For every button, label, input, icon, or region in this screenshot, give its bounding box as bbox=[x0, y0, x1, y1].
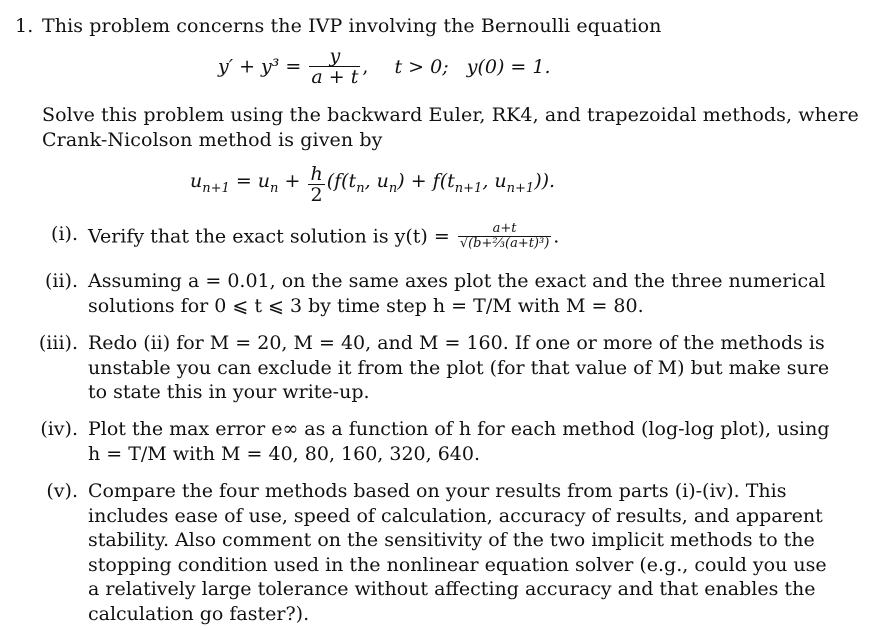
solve-line-1: Solve this problem using the backward Euler, RK4, and trapezoidal methods, where bbox=[42, 104, 859, 126]
item-label-ii: (ii). bbox=[44, 270, 78, 292]
crank-nicolson-formula: $u_{n+1} = u_n$ + $\frac{h}{2}$ ($f(t_n$, $u_n) + f(t_{n+1}$, $u_{n+1}$)). bbox=[190, 163, 556, 206]
item-v-body: Compare the four methods based on your results from parts (i)-(iv). This includes ease of use, speed of calculation, accuracy of results, and apparent stability. Also comment on the sensitivity of the two implicit methods to the stopping condition used in the nonlinear equation solver (e.g., could you use a relatively large tolerance without affecting accuracy and that enables the calculation go faster?). bbox=[88, 480, 827, 625]
item-ii-body: Assuming a = 0.01, on the same axes plot the exact and the three numerical solutions for 0 ⩽ t ⩽ 3 by time step h = T/M with M = 80. bbox=[88, 270, 826, 317]
ivp-frac-den: a + t bbox=[311, 66, 359, 88]
problem-number: 1. bbox=[15, 15, 34, 37]
item-iii-body: Redo (ii) for M = 20, M = 40, and M = 160. If one or more of the methods is unstable you can exclude it from the plot (for that value of M) but make sure to state this in your write-up. bbox=[88, 332, 830, 403]
item-label-v: (v). bbox=[46, 480, 78, 502]
cn-fraction: $\frac{h}{2}$ bbox=[310, 163, 323, 206]
ivp-fraction bbox=[309, 46, 360, 87]
ivp-frac-num: y bbox=[309, 46, 360, 67]
item-i-body: Verify that the exact solution is y(t) = $\frac{a+t}{\text{√(b+⅔(a+t)³)}}$ . bbox=[88, 221, 560, 251]
solve-line-2: Crank-Nicolson method is given by bbox=[42, 129, 383, 151]
item-label-iii: (iii). bbox=[38, 332, 78, 354]
item-label-i: (i). bbox=[51, 223, 78, 245]
item-label-iv: (iv). bbox=[40, 418, 78, 440]
ivp-equation bbox=[218, 46, 551, 87]
problem-intro: This problem concerns the IVP involving the Bernoulli equation bbox=[42, 15, 662, 37]
item-iv-body: Plot the max error e∞ as a function of h for each method (log-log plot), using h = T/M with M = 40, 80, 160, 320, 640. bbox=[88, 418, 830, 465]
ivp-condition: t > 0; y(0) = 1. bbox=[394, 55, 551, 78]
item-i-text: Verify that the exact solution is y(t) = bbox=[88, 225, 450, 248]
ivp-comma: , bbox=[362, 55, 369, 78]
exact-solution-fraction: $\frac{a+t}{\text{√(b+⅔(a+t)³)}}$ bbox=[459, 221, 550, 251]
ivp-lhs: y′ + y³ = bbox=[218, 55, 302, 78]
